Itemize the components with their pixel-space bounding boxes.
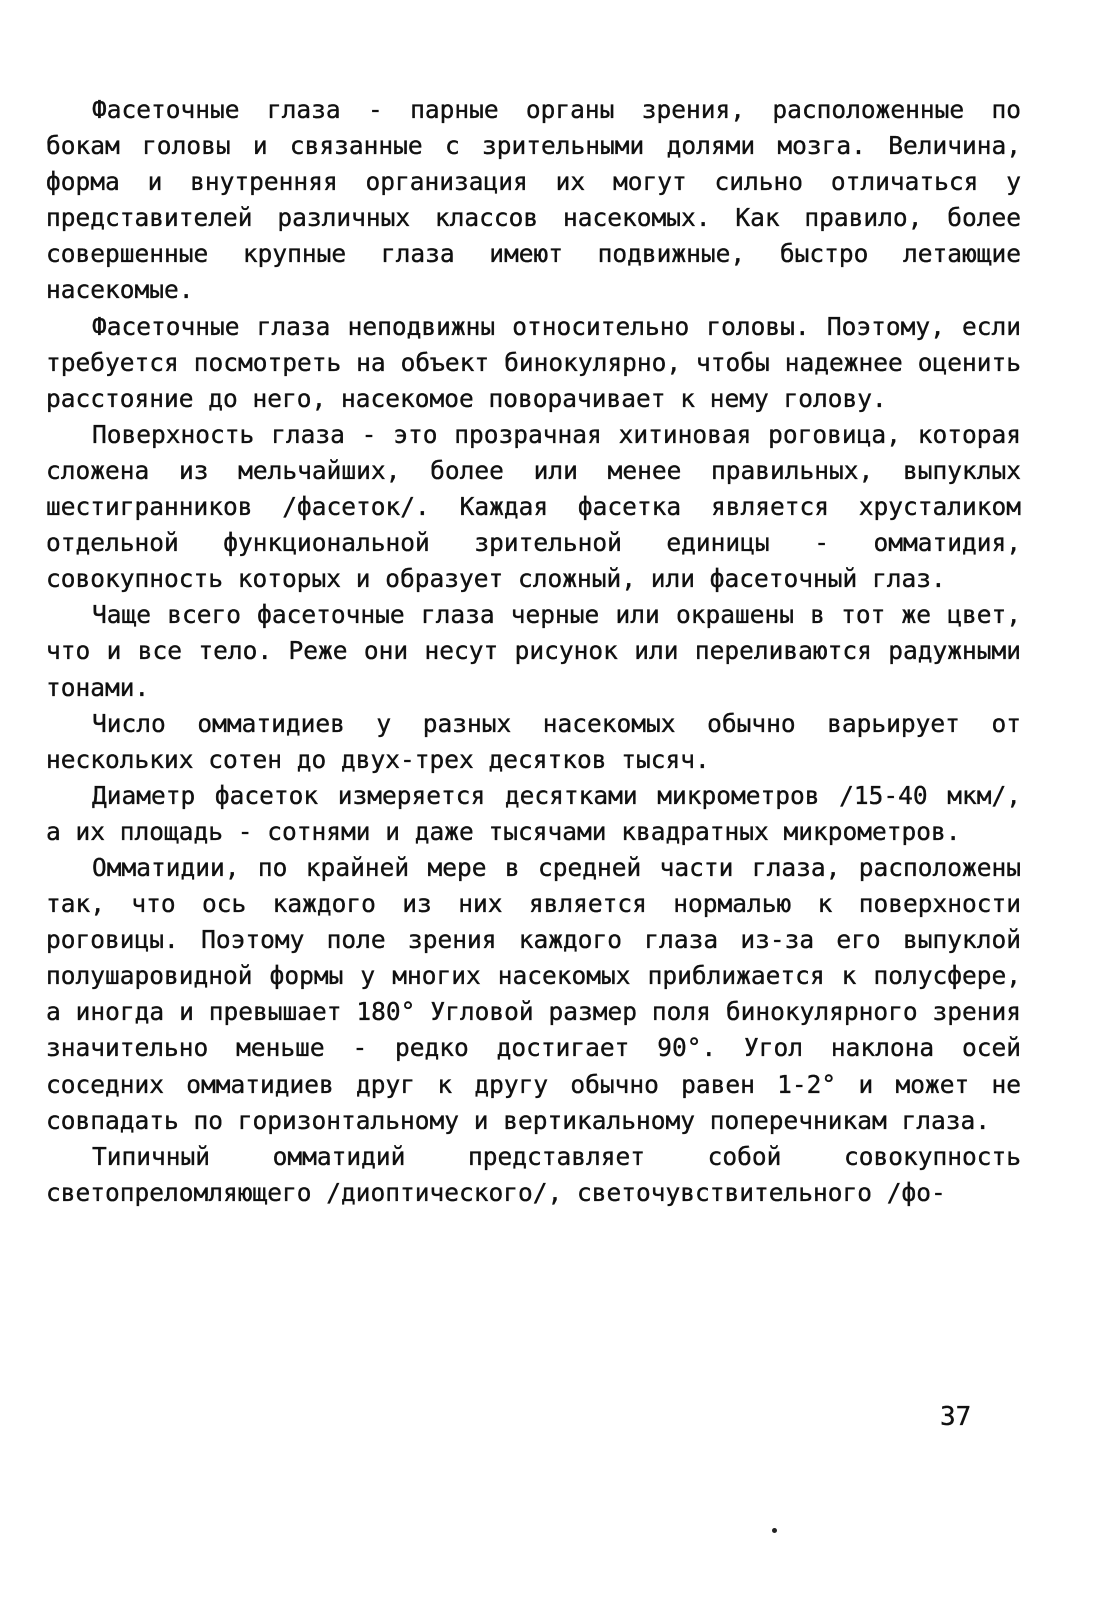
paragraph-eye-color: Чаще всего фасеточные глаза черные или окрашены в тот же цвет, что и все тело. Реже они несут рисунок или переливаются радужными тонами. xyxy=(46,600,1021,702)
body-text xyxy=(46,92,1021,1211)
paragraph-compound-eyes-intro: Фасеточные глаза - парные органы зрения, расположенные по бокам головы и связанные с зрительными долями мозга. Величина, форма и внутренняя организация их могут сильно отличаться у представителей различных классов насекомых. Как правило, более совершенные крупные глаза имеют подвижные, быстро летающие насекомые. xyxy=(46,95,1021,305)
paragraph-typical-ommatidium: Типичный омматидий представляет собой совокупность светопреломляющего /диоптического/, светочувствительного /фо- xyxy=(46,1141,1021,1207)
paragraph-ommatidia-count: Число омматидиев у разных насекомых обычно варьирует от нескольких сотен до двух-трех десятков тысяч. xyxy=(46,708,1021,774)
paragraph-eye-surface: Поверхность глаза - это прозрачная хитиновая роговица, которая сложена из мельчайших, более или менее правильных, выпуклых шестигранников /фасеток/. Каждая фасетка является хрусталиком отдельной функциональной зрительной единицы - омматидия, совокупность которых и образует сложный, или фасеточный глаз. xyxy=(46,419,1021,594)
paragraph-eyes-immobile: Фасеточные глаза неподвижны относительно головы. Поэтому, если требуется посмотреть на объект бинокулярно, чтобы надежнее оценить расстояние до него, насекомое поворачивает к нему голову. xyxy=(46,311,1021,413)
page-number: 37 xyxy=(940,1402,972,1432)
paragraph-field-of-view: Омматидии, по крайней мере в средней части глаза, расположены так, что ось каждого из них является нормалью к поверхности роговицы. Поэтому поле зрения каждого глаза из-за его выпуклой полушаровидной формы у многих насекомых приближается к полусфере, а иногда и превышает 180° Угловой размер поля бинокулярного зрения значительно меньше - редко достигает 90°. Угол наклона осей соседних омматидиев друг к другу обычно равен 1-2° и может не совпадать по горизонтальному и вертикальному поперечникам глаза. xyxy=(46,852,1021,1135)
paragraph-facet-diameter: Диаметр фасеток измеряется десятками микрометров /15-40 мкм/, а их площадь - сотнями и даже тысячами квадратных микрометров. xyxy=(46,780,1021,846)
scan-speck xyxy=(772,1528,777,1533)
